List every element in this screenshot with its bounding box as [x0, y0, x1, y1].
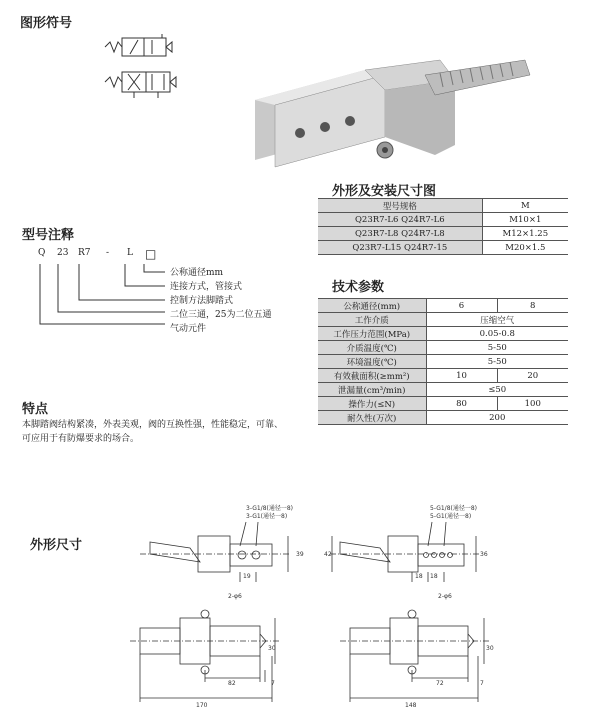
- table-row: [318, 299, 568, 313]
- drawing-label: 18: [430, 573, 438, 580]
- product-photo: [255, 55, 545, 175]
- table-cell: 工作压力范围(MPa): [318, 327, 426, 341]
- model-code-part: 23: [57, 248, 69, 258]
- table-cell: M12×1.25: [482, 227, 568, 241]
- table-row: [318, 227, 568, 241]
- model-title: 型号注释: [22, 228, 75, 243]
- install-table: [318, 198, 568, 255]
- dim-title: 外形尺寸: [30, 538, 83, 553]
- table-row: [318, 355, 568, 369]
- table-cell: M10×1: [482, 213, 568, 227]
- tech-title: 技术参数: [332, 280, 385, 295]
- valve-symbol-3way: [105, 34, 172, 56]
- drawing-label: 30: [268, 645, 276, 652]
- drawing-label: 5-G1(通径一8): [430, 513, 472, 520]
- table-cell: 操作力(≤N): [318, 397, 426, 411]
- table-cell: 有效截面积(≥mm²): [318, 369, 426, 383]
- table-row: [318, 369, 568, 383]
- table-cell: 工作介质: [318, 313, 426, 327]
- table-cell: ≤50: [426, 383, 568, 397]
- model-code-part: Q: [38, 248, 46, 258]
- drawing-label: 36: [480, 551, 488, 558]
- drawing-label: 5-G1/8(通径一8): [430, 505, 478, 512]
- install-title: 外形及安装尺寸图: [332, 184, 437, 199]
- table-cell: 20: [497, 369, 568, 383]
- features-title: 特点: [22, 402, 49, 417]
- table-cell: 100: [497, 397, 568, 411]
- table-cell: Q23R7-L8 Q24R7-L8: [318, 227, 482, 241]
- valve-symbols: [100, 30, 190, 105]
- table-cell: M20×1.5: [482, 241, 568, 255]
- table-cell: 泄漏量(cm³/min): [318, 383, 426, 397]
- drawing-label: 42: [324, 551, 332, 558]
- tech-table: [318, 298, 568, 425]
- features-text: [22, 418, 332, 446]
- table-row: [318, 199, 568, 213]
- table-cell: Q23R7-L15 Q24R7-15: [318, 241, 482, 255]
- table-header-cell: M: [482, 199, 568, 213]
- drawing-label: 18: [415, 573, 423, 580]
- table-row: [318, 313, 568, 327]
- drawing-label: 2-φ6: [438, 593, 452, 600]
- model-leader-lines: [35, 260, 175, 328]
- table-cell: 环境温度(℃): [318, 355, 426, 369]
- table-header-cell: 型号规格: [318, 199, 482, 213]
- drawing-label: 72: [436, 680, 444, 687]
- table-cell: 公称通径(mm): [318, 299, 426, 313]
- model-code-part: □: [145, 247, 157, 261]
- table-row: [318, 241, 568, 255]
- drawing-label: 39: [296, 551, 304, 558]
- table-row: [318, 341, 568, 355]
- model-code-part: -: [106, 248, 110, 258]
- features-line: 本脚踏阀结构紧凑，外表美观，阀的互换性强，性能稳定，可靠、: [22, 420, 284, 430]
- table-cell: 0.05-0.8: [426, 327, 568, 341]
- features-line: 可应用于有防爆要求的场合。: [22, 434, 140, 444]
- drawing-label: 3-G1(通径一8): [246, 513, 288, 520]
- model-note: 二位三通，25为二位五通: [170, 310, 272, 320]
- model-code-part: L: [127, 248, 133, 258]
- table-row: [318, 411, 568, 425]
- model-code-part: R7: [78, 248, 91, 258]
- drawing-label: 148: [405, 702, 417, 709]
- valve-symbol-5way: [105, 72, 176, 98]
- table-cell: 介质温度(℃): [318, 341, 426, 355]
- table-cell: 6: [426, 299, 497, 313]
- table-cell: Q23R7-L6 Q24R7-L6: [318, 213, 482, 227]
- model-note: 气动元件: [170, 324, 207, 334]
- model-note: 控制方法脚踏式: [170, 296, 234, 306]
- drawing-label: 3-G1/8(通径一8): [246, 505, 294, 512]
- table-cell: 5-50: [426, 341, 568, 355]
- drawing-label: 82: [228, 680, 236, 687]
- table-row: [318, 327, 568, 341]
- table-cell: 200: [426, 411, 568, 425]
- drawing-label: 7: [480, 680, 484, 687]
- table-row: [318, 383, 568, 397]
- drawing-label: 30: [486, 645, 494, 652]
- table-cell: 压缩空气: [426, 313, 568, 327]
- table-row: [318, 213, 568, 227]
- table-cell: 耐久性(万次): [318, 411, 426, 425]
- dimension-drawing: [0, 490, 590, 713]
- table-cell: 5-50: [426, 355, 568, 369]
- model-note: 连接方式，管接式: [170, 282, 243, 292]
- drawing-label: 170: [196, 702, 208, 709]
- drawing-label: 2-φ6: [228, 593, 242, 600]
- table-row: [318, 397, 568, 411]
- table-cell: 8: [497, 299, 568, 313]
- drawing-label: 7: [271, 680, 275, 687]
- table-cell: 10: [426, 369, 497, 383]
- model-note: 公称通径mm: [170, 268, 224, 278]
- drawing-label: 19: [243, 573, 251, 580]
- symbol-title: 图形符号: [20, 16, 73, 31]
- model-notes: [170, 266, 271, 336]
- table-cell: 80: [426, 397, 497, 411]
